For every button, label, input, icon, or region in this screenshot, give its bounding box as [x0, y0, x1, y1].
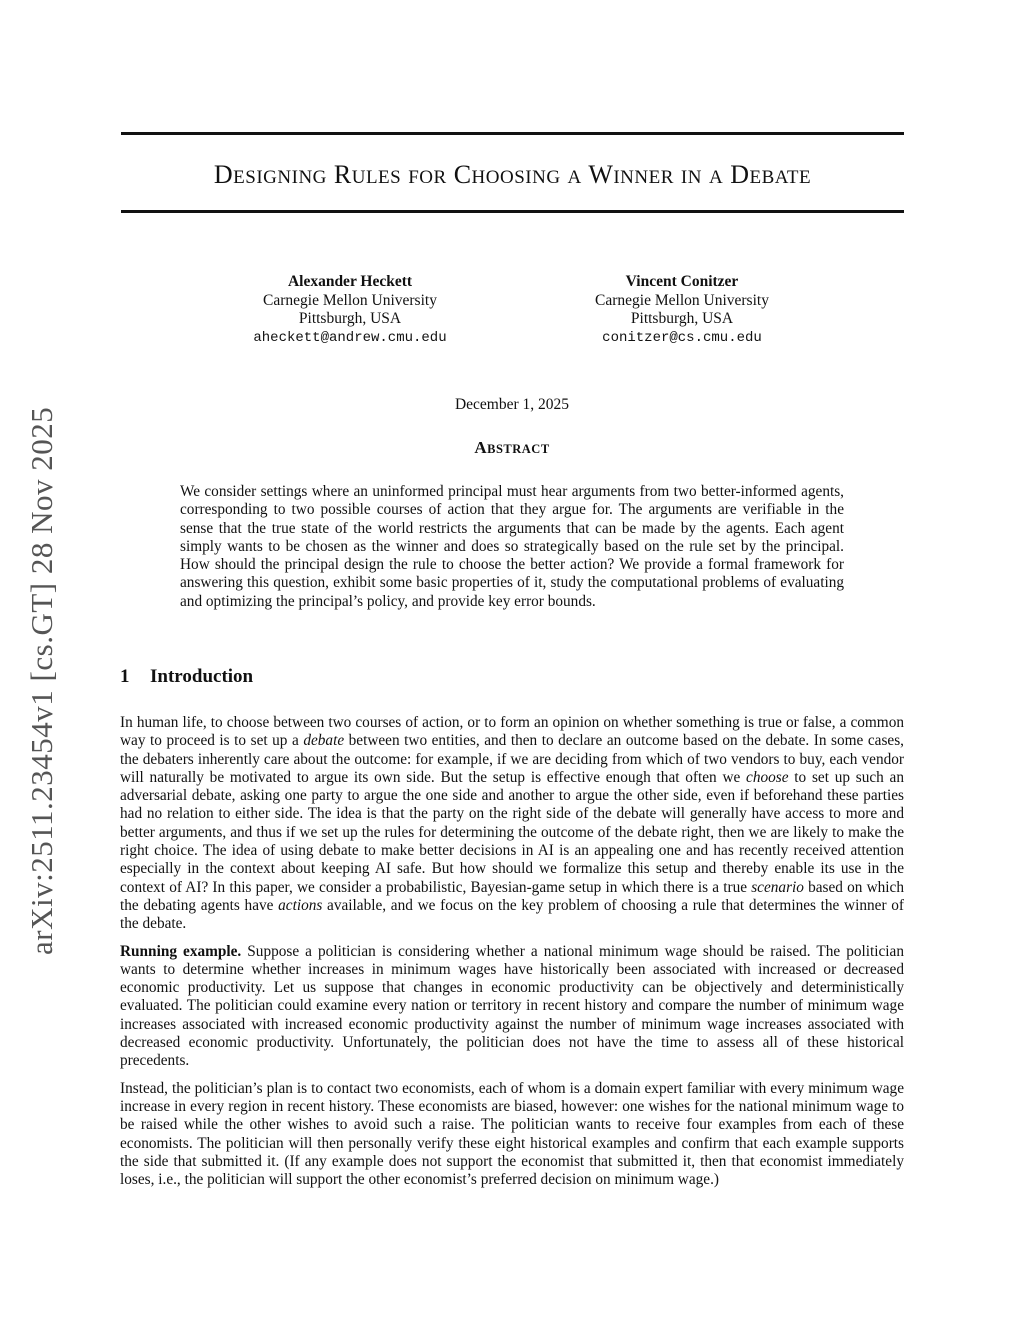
paper-date: December 1, 2025	[454, 396, 570, 413]
section-number: 1	[120, 666, 130, 687]
author-affiliation: Carnegie Mellon University	[263, 291, 437, 309]
running-example-label: Running example.	[120, 942, 242, 960]
paragraph-running-example: Running example. Suppose a politician is considering whether a national minimum wage should be raised. The politician wants to determine whether increases in minimum wages have historically been associated with increased or decreased economic productivity. Let us suppose that changes in economic productivity can be objectively and deterministically evaluated. The politician could examine every nation or territory in recent history and compare the number of minimum wage increases associated with increased economic productivity against the number of minimum wage increases associated with decreased economic productivity. Unfortunately, the politician does not have the time to assess all of these historical precedents.	[120, 942, 904, 1070]
author-email: aheckett@andrew.cmu.edu	[253, 329, 447, 346]
author-location: Pittsburgh, USA	[298, 310, 402, 327]
section-title: Introduction	[150, 666, 254, 687]
author-email: conitzer@cs.cmu.edu	[602, 329, 762, 346]
abstract-text: We consider settings where an uninformed principal must hear arguments from two better-informed agents, corresponding to two possible courses of action that they argue for. The arguments are verifiable in the sense that the true state of the world restricts the arguments that can be made by the agents. Each agent simply wants to be chosen as the winner and does so strategically based on the rule set by the principal. How should the principal design the rule to choose the better action? We provide a formal framework for answering this question, exhibit some basic properties of it, study the computational problems of evaluating and optimizing the principal’s policy, and provide key error bounds.	[180, 483, 844, 610]
paragraph-politician-plan: Instead, the politician’s plan is to contact two economists, each of whom is a domain expert familiar with every minimum wage increase in every region in recent history. These economists are biased, however: one wishes for the national minimum wage to be raised while the other wishes to avoid such a raise. The politician wants to receive four examples from each of these economists. The politician will then personally verify these eight historical examples and confirm that each example supports the side that submitted it. (If any example does not support the economist that submitted it, then that economist immediately loses, i.e., the politician will support the other economist’s preferred decision on minimum wage.)	[120, 1079, 904, 1189]
paragraph-intro: In human life, to choose between two courses of action, or to form an opinion on whether something is true or false, a common way to proceed is to set up a debate between two entities, and then to declare an outcome based on the debate. In some cases, the debaters inherently care about the outcome: for example, if we are deciding from which of two vendors to buy, each vendor will naturally be motivated to argue its own side. But the setup is effective enough that often we choose to set up such an adversarial debate, asking one party to argue the one side and another to argue the other side, even if beforehand these parties had no relation to either side. The idea is that the party on the right side of the debate will generally have access to more and better arguments, and thus if we set up the rules for determining the outcome of the debate right, then we are likely to make the right choice. The idea of using debate to make better decisions in AI is an appealing one and has recently received attention especially in the context about keeping AI safe. But how should we formalize this setup and thereby enable its use in the context of AI? In this paper, we consider a probabilistic, Bayesian-game setup in which there is a true scenario based on which the debating agents have actions available, and we focus on the key problem of choosing a rule that determines the winner of the debate.	[120, 714, 904, 933]
author-block-heckett	[200, 273, 500, 347]
paper-title: DESIGNING RULES FOR CHOOSING A WINNER IN A DEBATE	[213, 160, 812, 189]
author-affiliation: Carnegie Mellon University	[595, 291, 769, 309]
introduction-body	[120, 714, 904, 1198]
author-location: Pittsburgh, USA	[630, 310, 734, 327]
title-rule-top	[121, 132, 904, 135]
author-name: Alexander Heckett	[287, 273, 413, 290]
title-rule-bottom	[121, 210, 904, 213]
section-heading-introduction	[120, 666, 253, 688]
abstract-heading: ABSTRACT	[474, 438, 550, 457]
arxiv-identifier: arXiv:2511.23454v1 [cs.GT] 28 Nov 2025	[24, 406, 59, 955]
author-name: Vincent Conitzer	[625, 273, 739, 290]
author-block-conitzer	[532, 273, 832, 347]
